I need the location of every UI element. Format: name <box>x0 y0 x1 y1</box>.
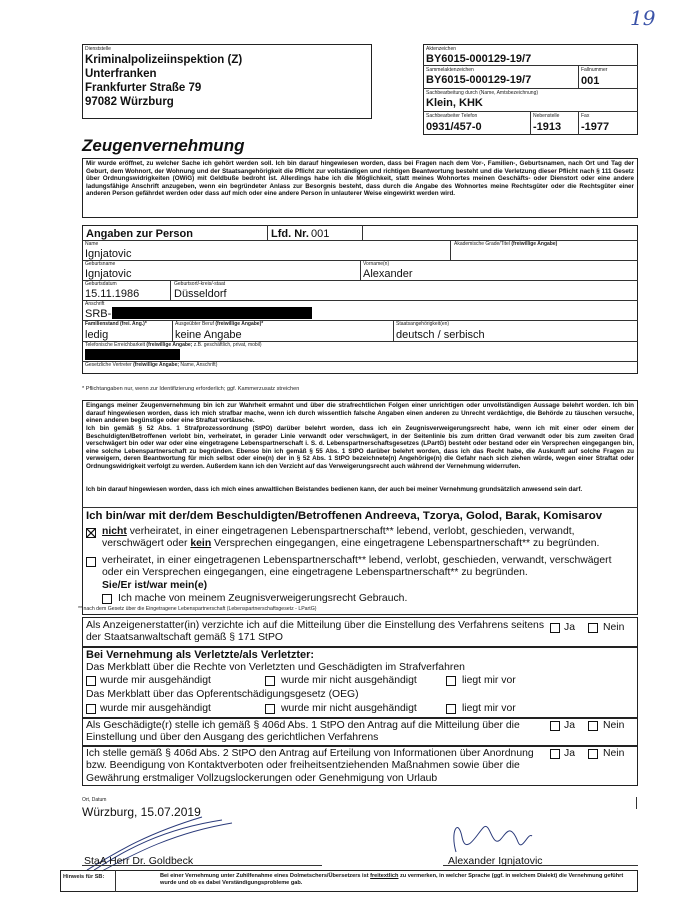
zvr-text: Ich mache von meinem Zeugnisverweigerungsrecht Gebrauch. <box>118 593 408 604</box>
officer-name: StaA Herr Dr. Goldbeck <box>84 855 194 867</box>
merkblatt2-nicht-checkbox[interactable] <box>265 704 275 714</box>
job-label: Ausgeübter Beruf (freiwillige Angabe)* <box>175 321 264 327</box>
office-line-2: Unterfranken <box>85 68 157 80</box>
nebenstelle: -1913 <box>533 121 562 133</box>
vorname-label: Vorname(n) <box>363 261 390 267</box>
aktenzeichen: BY6015-000129-19/7 <box>426 53 532 65</box>
merkblatt1-nicht: wurde mir nicht ausgehändigt <box>281 675 417 686</box>
antrag1-nein-checkbox[interactable] <box>588 721 598 731</box>
merkblatt1-ausgehaendigt-checkbox[interactable] <box>86 676 96 686</box>
verletzte-heading: Bei Vernehmung als Verletzte/als Verletzter: <box>86 649 315 661</box>
bearbeiter: Klein, KHK <box>426 97 483 109</box>
dob-label: Geburtsdatum <box>85 281 117 287</box>
relation-not-checkbox[interactable] <box>86 528 96 538</box>
merkblatt1-vor: liegt mir vor <box>462 675 516 686</box>
place-date: Würzburg, 15.07.2019 <box>82 805 201 819</box>
footnote-mandatory: * Pflichtangaben nur, wenn zur Identifizierung erforderlich; ggf. Kammerzusatz streichen <box>82 386 300 392</box>
address-label: Anschrift <box>85 301 105 307</box>
fallnummer-label: Fallnummer <box>581 67 608 73</box>
birthname: Ignjatovic <box>85 268 132 280</box>
office-label: Dienststelle <box>85 46 111 52</box>
verzicht-ja-checkbox[interactable] <box>550 623 560 633</box>
verzicht-nein-checkbox[interactable] <box>588 623 598 633</box>
person-heading: Angaben zur Person <box>86 228 193 240</box>
merkblatt1-vor-checkbox[interactable] <box>446 676 456 686</box>
family-label: Familienstand (frei. Ang.)* <box>85 321 147 327</box>
relation-option-yes: verheiratet, in einer eingetragenen Lebenspartnerschaft** lebend, verlobt, geschieden, verwandt, verschwägert oder ein Versprechen eingegangen, eine eingetragene Lebenspartnerschaft** zu begründen. <box>102 555 612 579</box>
redaction-address <box>112 307 312 319</box>
sammel-aktenzeichen: BY6015-000129-19/7 <box>426 74 532 86</box>
antrag1-ja-label: Ja <box>564 720 575 731</box>
witness-name: Alexander Ignjatovic <box>448 855 543 867</box>
zvr-checkbox[interactable] <box>102 594 112 604</box>
page-number: 19 <box>630 6 656 30</box>
intro-text: Mir wurde eröffnet, zu welcher Sache ich gehört werden soll. Ich bin darauf hingewiesen worden, dass bei Fragen nach dem Vor-, Familien-, Geburtsnamen, nach Ort und Tag der Geburt, dem Wohnort, der Wohnung und der Staatsangehörigkeit die Pflicht zur vollständigen und richtigen Beantwortung besteht und die Verletzung dieser Pflicht nach § 111 Gesetz über Ordnungswidrigkeiten (OWiG) mit Geldbuße bedroht ist. Allerdings habe ich die Möglichkeit, statt meines Wohnortes meinen Geschäfts- oder Dienstort oder eine andere ladungsfähige Anschrift anzugeben, wenn ein begründeter Anlass zur Besorgnis besteht, dass durch die Angabe des Wohnortes meine Rechtsgüter oder die Rechtsgüter einer anderen Person gefährdet werden oder dass auf mich oder eine andere Person in unlauterer Weise eingewirkt werden wird. <box>86 160 634 198</box>
office-line-3: Frankfurter Straße 79 <box>85 82 202 94</box>
pob: Düsseldorf <box>174 288 227 300</box>
lfd-label: Lfd. Nr. <box>271 228 309 240</box>
instruction-text-3: Ich bin darauf hingewiesen worden, dass ich mich eines anwaltlichen Beistandes bedienen kann, der auch bei meiner Vernehmung grundsätzlich anwesend sein darf. <box>86 486 583 493</box>
office-line-1: Kriminalpolizeiinspektion (Z) <box>85 54 243 66</box>
office-line-4: 97082 Würzburg <box>85 96 174 108</box>
antrag2-ja-checkbox[interactable] <box>550 749 560 759</box>
job: keine Angabe <box>175 329 242 341</box>
family-status: ledig <box>85 329 109 341</box>
antrag2-nein-checkbox[interactable] <box>588 749 598 759</box>
fallnummer: 001 <box>581 75 600 87</box>
footnote-lpartg: ** nach dem Gesetz über die Eingetragene Lebenspartnerschaft (Lebenspartnerschaftsgesetz - LPartG) <box>78 606 317 612</box>
sammel-label: Sammelaktenzeichen <box>426 67 474 73</box>
fax: -1977 <box>581 121 610 133</box>
verzicht-ja-label: Ja <box>564 622 575 633</box>
merkblatt2-vor-checkbox[interactable] <box>446 704 456 714</box>
name: Ignjatovic <box>85 248 132 260</box>
title-label: Akademische Grade/Titel (freiwillige Angabe) <box>454 241 558 247</box>
antrag1-nein-label: Nein <box>603 720 625 731</box>
verzicht-nein-label: Nein <box>603 622 625 633</box>
fax-label: Fax <box>581 113 590 119</box>
merkblatt2-ausgehaendigt-checkbox[interactable] <box>86 704 96 714</box>
instruction-text-1: Eingangs meiner Zeugenvernehmung bin ich zur Wahrheit ermahnt und über die strafrechtlichen Folgen einer unrichtigen oder unvollständigen Aussage belehrt worden. Ich bin darauf hingewiesen worden, dass ich mich strafbar mache, wenn ich durch wissentlich falsche Angaben einen anderen zu Unrecht verdächtige, die Behörde zu täuschen versuche, einen anderen begünstige oder eine Straftat vortäusche. <box>86 402 634 425</box>
telefon: 0931/457-0 <box>426 121 482 133</box>
checkmark-x-icon <box>87 529 95 537</box>
redaction-phone <box>85 349 180 360</box>
page-title: Zeugenvernehmung <box>82 136 245 155</box>
phone-label: Telefonische Erreichbarkeit (freiwillige Angabe; z.B. geschäftlich, privat, mobil) <box>85 342 262 348</box>
place-date-label: Ort, Datum <box>82 797 107 803</box>
antrag1-ja-checkbox[interactable] <box>550 721 560 731</box>
nationality: deutsch / serbisch <box>396 329 485 341</box>
instruction-text-2: Ich bin gemäß § 52 Abs. 1 Strafprozessordnung (StPO) darüber belehrt worden, dass ich ein Zeugnisverweigerungsrecht habe, wenn ich mit einer oder einem der Beschuldigten/Betroffenen verlobt bin, verheiratet, in gerader Linie verwandt oder verschwägert, in der Seitenlinie bis zum dritten Grad verwandt oder bis zum zweiten Grad verschwägert bin oder war oder eine eingetragene Lebenspartnerschaft i. S. d. Lebenspartnerschaftsgesetzes (LPartG) besteht oder bestand oder ein Versprechen eingegangen bin, eine solche Lebenspartnerschaft zu begründen. Ebenso bin ich gemäß § 55 Abs. 1 StPO darüber belehrt worden, dass ich das Recht habe, die Auskunft auf solche Fragen zu verweigern, deren Beantwortung für mich selbst oder eine(n) der in § 52 Abs. 1 StPO bezeichnete(n) Angehörige(n) die Gefahr nach sich ziehen würde, wegen einer Straftat oder Ordnungswidrigkeit verfolgt zu werden. Außerdem kann ich den Verzicht auf das Verweigerungsrecht auch während der Vernehmung widerrufen. <box>86 425 634 470</box>
relation-option-not: nicht verheiratet, in einer eingetragenen Lebenspartnerschaft** lebend, verlobt, geschieden, verwandt, verschwägert oder kein Versprechen eingegangen, eine eingetragene Lebenspartnerschaft** zu begründen. <box>102 526 600 550</box>
nationality-label: Staatsangehörigkeit(en) <box>396 321 450 327</box>
name-label: Name <box>85 241 99 247</box>
merkblatt1-nicht-checkbox[interactable] <box>265 676 275 686</box>
merkblatt2-nicht: wurde mir nicht ausgehändigt <box>281 703 417 714</box>
guardian-label: Gesetzliche Vertreter (freiwillige Angabe; Name, Anschrift) <box>85 362 218 368</box>
telefon-label: Sachbearbeiter Telefon <box>426 113 478 119</box>
lfd-number: 001 <box>311 228 330 240</box>
bottom-note-text: Bei einer Vernehmung unter Zuhilfenahme eines Dolmetschers/Übersetzers ist freitextlich zu vermerken, in welcher Sprache (ggf. in welchem Dialekt) die Vernehmung geführt wurde und ob es dabei Verständigungsprobleme gab. <box>160 873 624 886</box>
merkblatt-1: Das Merkblatt über die Rechte von Verletzten und Geschädigten im Strafverfahren <box>86 662 465 673</box>
vorname: Alexander <box>363 268 413 280</box>
verzicht-text: Als Anzeigenerstatter(in) verzichte ich auf die Mitteilung über die Einstellung des Verfahrens seitens der Staatsanwaltschaft gemäß § 171 StPO <box>86 620 545 644</box>
bearbeiter-label: Sachbearbeitung durch (Name, Amtsbezeichnung) <box>426 90 539 96</box>
address: SRB- <box>85 308 112 320</box>
antrag2-nein-label: Nein <box>603 748 625 759</box>
antrag2-text: Ich stelle gemäß § 406d Abs. 2 StPO den Antrag auf Erteilung von Informationen über Anordnung bzw. Beendigung von Kontaktverboten oder freiheitsentziehenden Maßnahmen sowie über die Gewährung erstmaliger Vollzugslockerungen oder Genehmigung von Urlaub <box>86 748 534 784</box>
aktenzeichen-label: Aktenzeichen <box>426 46 457 52</box>
pob-label: Geburtsort/-kreis/-staat <box>174 281 226 287</box>
antrag2-ja-label: Ja <box>564 748 575 759</box>
merkblatt1-ausgehaendigt: wurde mir ausgehändigt <box>100 675 211 686</box>
relation-heading: Ich bin/war mit der/dem Beschuldigten/Betroffenen Andreeva, Tzorya, Golod, Barak, Komisarov <box>86 510 603 522</box>
bottom-note-label: Hinweis für SB: <box>63 874 105 880</box>
relation-sie-er: Sie/Er ist/war mein(e) <box>102 580 208 591</box>
merkblatt2-vor: liegt mir vor <box>462 703 516 714</box>
dob: 15.11.1986 <box>85 288 140 300</box>
merkblatt-2: Das Merkblatt über das Opferentschädigungsgesetz (OEG) <box>86 689 359 700</box>
birthname-label: Geburtsname <box>85 261 116 267</box>
antrag1-text: Als Geschädigte(r) stelle ich gemäß § 406d Abs. 1 StPO den Antrag auf die Mitteilung über die Einstellung und über den Ausgang des gerichtlichen Verfahrens <box>86 720 520 744</box>
relation-yes-checkbox[interactable] <box>86 557 96 567</box>
merkblatt2-ausgehaendigt: wurde mir ausgehändigt <box>100 703 211 714</box>
nebenstelle-label: Nebenstelle <box>533 113 560 119</box>
